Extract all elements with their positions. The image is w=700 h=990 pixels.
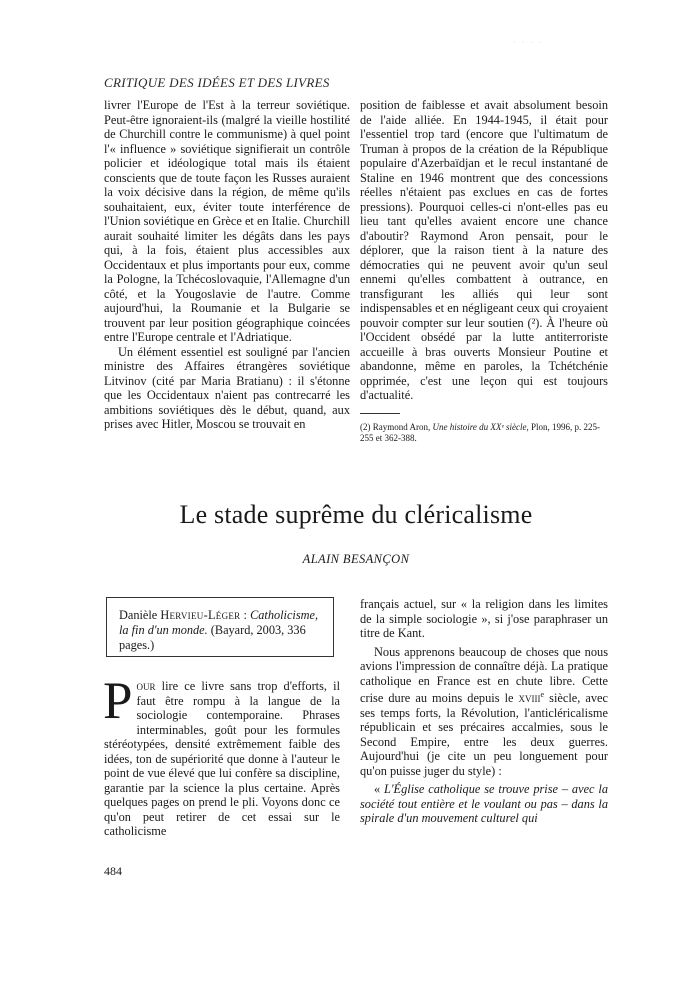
- book-separator: :: [240, 608, 251, 622]
- book-author-last: Hervieu-Léger: [160, 608, 241, 622]
- quote-text: L'Église catholique se trouve prise – avec la société tout entière et le voulant ou pas – dans la spirale d'un mouvement culturel qui: [360, 782, 608, 826]
- drop-cap: P: [103, 672, 133, 730]
- book-publisher: (Bayard, 2003, 336 pages.): [119, 623, 306, 652]
- footnote-suffix: , Plon, 1996, p. 225-255 et 362-388.: [360, 421, 601, 443]
- footnote-prefix: (2) Raymond Aron,: [360, 421, 433, 432]
- bottom-right-column: [360, 597, 608, 826]
- century-numeral: xviii: [518, 691, 541, 706]
- book-author-first: Danièle: [119, 608, 161, 622]
- book-title: Catholicisme, la fin d'un monde.: [119, 608, 319, 637]
- lead-smallcaps: our: [136, 679, 156, 693]
- footnote: [360, 422, 608, 444]
- footnote-title: Une histoire du XXᵉ siècle: [432, 421, 527, 432]
- p2-end: siècle, avec ses temps forts, la Révolution, l'anticléricalisme républicain et ses précaires accalmies, sous le Second Empire, entre les deux guerres. Aujourd'hui (je cite un peu longuement pour qu'on puisse juger du style) :: [360, 691, 608, 778]
- opening-paragraph: [103, 672, 340, 839]
- century-sup: e: [540, 690, 545, 699]
- quote-open: «: [374, 782, 385, 797]
- running-head: CRITIQUE DES IDÉES ET DES LIVRES: [104, 75, 330, 90]
- scan-mark: · · · ·: [513, 38, 544, 47]
- top-left-column: [104, 98, 350, 432]
- paragraph: livrer l'Europe de l'Est à la terreur soviétique. Peut-être ignoraient-ils (malgré la vieille hostilité de Churchill contre le communisme) à quel point l'« influence » soviétique signifierait un contrôle policier et idéologique total mais ils étaient conscients que de toute façon les Russes auraient la voix décisive dans la région, de même qu'ils souhaitaient, eux, éviter toute interférence de l'Union soviétique en Grèce et en Italie. Churchill aurait souhaité limiter les dégâts dans les pays qui, à la fois, étaient plus accessibles aux Occidentaux et plus importants pour eux, comme la Pologne, la Tchécoslovaquie, l'Allemagne d'un côté, et la Yougoslavie de l'autre. Comme aujourd'hui, la Roumanie et la Bulgarie se trouvent par leur position géographique coincées entre l'Europe centrale et l'Adriatique.: [104, 98, 350, 344]
- quote-paragraph: [360, 782, 608, 826]
- top-right-column: [360, 98, 608, 444]
- paragraph: français actuel, sur « la religion dans les limites de la simple sociologie », si j'ose paraphraser un titre de Kant.: [360, 597, 608, 640]
- opening-text: lire ce livre sans trop d'efforts, il faut être rompu à la langue de la sociologie contemporaine. Phrases interminables, goût pour les formules stéréotypées, densité extrêmement faible des idées, ton de supériorité que donne à l'auteur le point de vue élevé que lui confère sa discipline, garantie par la science la plus certaine. Après quelques pages on prend le pli. Voyons donc ce qu'on peut retirer de cet essai sur le catholicisme: [104, 679, 340, 838]
- paragraph: [360, 645, 608, 779]
- bottom-left-column: [103, 672, 340, 839]
- paragraph: Un élément essentiel est souligné par l'ancien ministre des Affaires étrangères soviétique Litvinov (cité par Maria Bratianu) : il s'étonne que les Occidentaux n'aient pas contrecarré les ambitions soviétiques dès le début, quand, aux prises avec Hitler, Moscou se trouvait en: [104, 344, 350, 431]
- page-number: 484: [104, 864, 122, 878]
- footnote-rule: [360, 413, 400, 414]
- paragraph: position de faiblesse et avait absolument besoin de l'aide alliée. En 1944-1945, il était pour l'essentiel trop tard (encore que l'ultimatum de Truman à propos de la création de la République populaire d'Azerbaïdjan et le recul instantané de Staline en 1946 montrent que des concessions réelles n'étaient pas exclues en cas de fortes pressions). Pourquoi celles-ci n'ont-elles pas eu lieu tant qu'elles avaient encore une chance d'aboutir? Raymond Aron pensait, pour le déplorer, que la raison tient à la nature des démocraties qui ne peuvent avoir qu'un seul ennemi qu'elles combattent à outrance, en transfigurant les alliés qui leur sont indispensables et en négligeant ceux qui croyaient pouvoir compter sur leur soutien (²). À l'heure où l'Occident obsédé par la lutte antiterroriste accueille à bras ouverts Monsieur Poutine et abandonne, même en paroles, la Tchétchénie opprimée, c'est une leçon qui est toujours d'actualité.: [360, 98, 608, 402]
- book-reference-box: [106, 597, 334, 657]
- article-title: Le stade suprême du cléricalisme: [179, 500, 533, 529]
- article-author: ALAIN BESANÇON: [302, 552, 410, 566]
- p2-start: Nous apprenons beaucoup de choses que nous avions l'impression de connaître déjà. La pratique catholique en France est en chute libre. Cette crise dure au moins depuis le: [360, 644, 608, 706]
